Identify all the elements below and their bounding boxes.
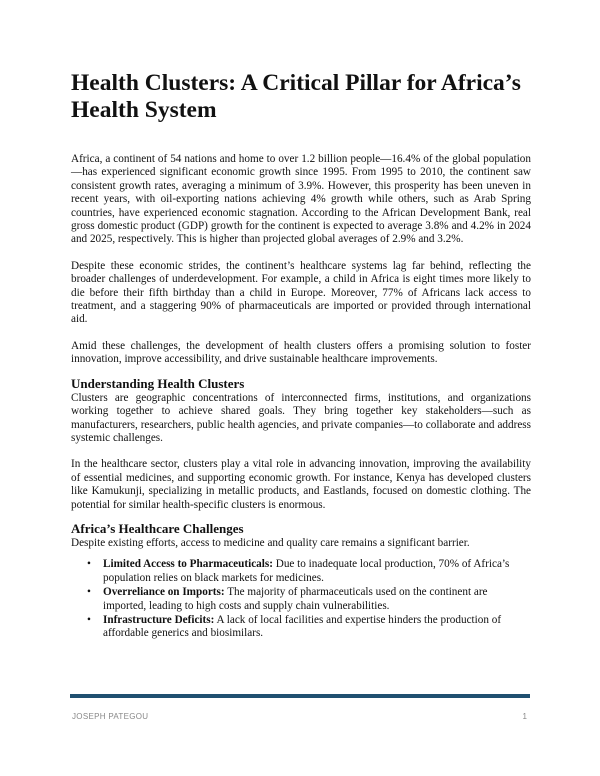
section-heading-clusters: Understanding Health Clusters <box>71 375 245 391</box>
list-item-label: Limited Access to Pharmaceuticals: <box>103 558 273 571</box>
challenges-intro: Despite existing efforts, access to medicine and quality care remains a significant barrier. <box>71 536 470 549</box>
clusters-paragraph-1: Clusters are geographic concentrations of interconnected firms, institutions, and organizations working together to achieve shared goals. They bring together key stakeholders—such as manufacturers, researchers, public health agencies, and private companies—to collaborate and address systemic challenges. <box>71 391 531 444</box>
intro-paragraph-2: Despite these economic strides, the continent’s healthcare systems lag far behind, reflecting the broader challenges of underdevelopment. For example, a child in Africa is eight times more likely to die before their fifth birthday than a child in Europe. Moreover, 77% of Africans lack access to treatment, and a staggering 90% of pharmaceuticals are imported or provided through international aid. <box>71 259 531 326</box>
bullet-icon: • <box>87 558 91 571</box>
list-item-text: A lack of local facilities and expertise hinders the production of affordable generics and biosimilars. <box>103 613 502 640</box>
footer-author: JOSEPH PATEGOU <box>72 712 149 721</box>
intro-paragraph-1: Africa, a continent of 54 nations and home to over 1.2 billion people—16.4% of the global population—has experienced significant economic growth since 1995. From 1995 to 2010, the continent saw consistent growth rates, averaging a minimum of 3.9%. However, this prosperity has been uneven in recent years, with oil-exporting nations achieving 4% growth while others, such as Arab Spring countries, have experienced economic stagnation. According to the African Development Bank, real gross domestic product (GDP) growth for the continent is expected to average 3.8% and 4.2% in 2024 and 2025, respectively. This is higher than projected global averages of 2.9% and 3.2%. <box>71 153 531 246</box>
list-item <box>87 558 531 585</box>
list-item <box>87 613 531 641</box>
list-item-label: Overreliance on Imports: <box>103 586 225 599</box>
list-item-label: Infrastructure Deficits: <box>103 613 215 626</box>
section-heading-challenges: Africa’s Healthcare Challenges <box>71 520 244 536</box>
document-title: Health Clusters: A Critical Pillar for Africa’s Health System <box>71 70 521 123</box>
document-body <box>71 70 531 642</box>
bullet-icon: • <box>87 586 91 599</box>
list-item <box>87 586 531 613</box>
footer-divider <box>70 694 530 698</box>
challenges-list <box>71 558 531 640</box>
list-item-text: Due to inadequate local production, 70% of Africa’s population relies on black markets for medicines. <box>103 558 510 584</box>
intro-paragraph-3: Amid these challenges, the development of health clusters offers a promising solution to foster innovation, improve accessibility, and drive sustainable healthcare improvements. <box>71 339 531 366</box>
clusters-paragraph-2: In the healthcare sector, clusters play a vital role in advancing innovation, improving the availability of essential medicines, and supporting economic growth. For instance, Kenya has developed clusters like Kamukunji, specializing in metallic products, and Eastlands, focused on domestic clothing. The potential for similar health-specific clusters is enormous. <box>71 458 531 511</box>
page-number: 1 <box>522 712 527 721</box>
list-item-text: The majority of pharmaceuticals used on the continent are imported, leading to high costs and supply chain vulnerabilities. <box>103 586 488 612</box>
bullet-icon: • <box>87 613 91 626</box>
